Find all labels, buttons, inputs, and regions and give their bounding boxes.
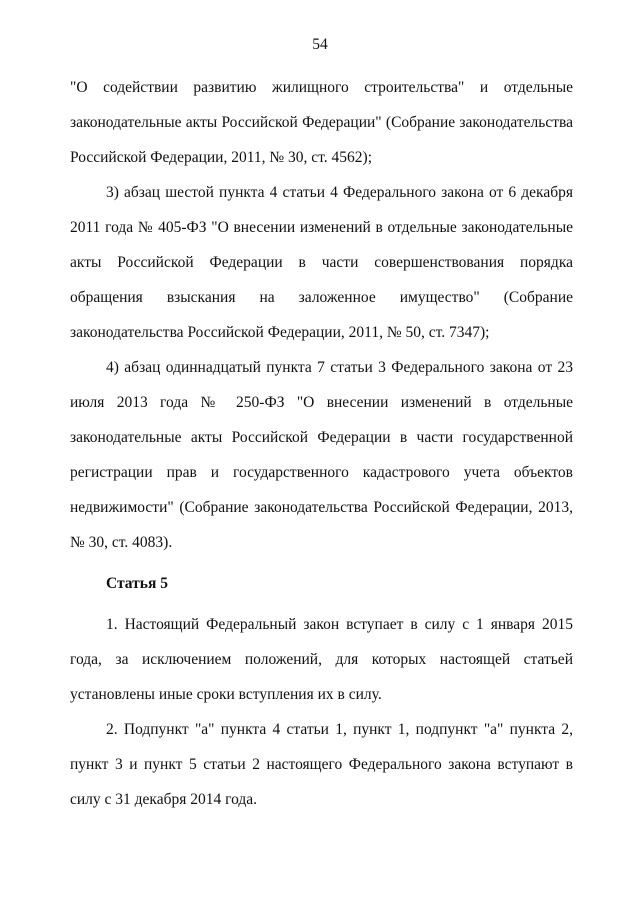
article-heading: Статья 5 bbox=[106, 575, 168, 592]
paragraph-article5-part2: 2. Подпункт "а" пункта 4 статьи 1, пункт 1, подпункт "а" пункта 2, пункт 3 и пункт 5 статьи 2 настоящего Федерального закона вступают в силу с 31 декабря 2014 года. bbox=[70, 721, 573, 808]
paragraph-article5-part1: 1. Настоящий Федеральный закон вступает в силу с 1 января 2015 года, за исключением положений, для которых настоящей статьей установлены иные сроки вступления их в силу. bbox=[70, 616, 573, 703]
paragraph-item-4: 4) абзац одиннадцатый пункта 7 статьи 3 Федерального закона от 23 июля 2013 года № 250-ФЗ "О внесении изменений в отдельные законодательные акты Российской Федерации в части государственной регистрации прав и государственного кадастрового учета объектов недвижимости" (Собрание законодательства Российской Федерации, 2013, № 30, ст. 4083). bbox=[70, 359, 573, 551]
paragraph-item-3: 3) абзац шестой пункта 4 статьи 4 Федерального закона от 6 декабря 2011 года № 405-ФЗ "О внесении изменений в отдельные законодательные акты Российской Федерации в части совершенствования порядка обращения взыскания на заложенное имущество" (Собрание законодательства Российской Федерации, 2011, № 50, ст. 7347); bbox=[70, 184, 573, 341]
page-number: 54 bbox=[312, 36, 328, 53]
paragraph-continuation: "О содействии развитию жилищного строительства" и отдельные законодательные акты Российской Федерации" (Собрание законодательства Российской Федерации, 2011, № 30, ст. 4562); bbox=[70, 79, 573, 166]
document-body bbox=[70, 70, 573, 817]
